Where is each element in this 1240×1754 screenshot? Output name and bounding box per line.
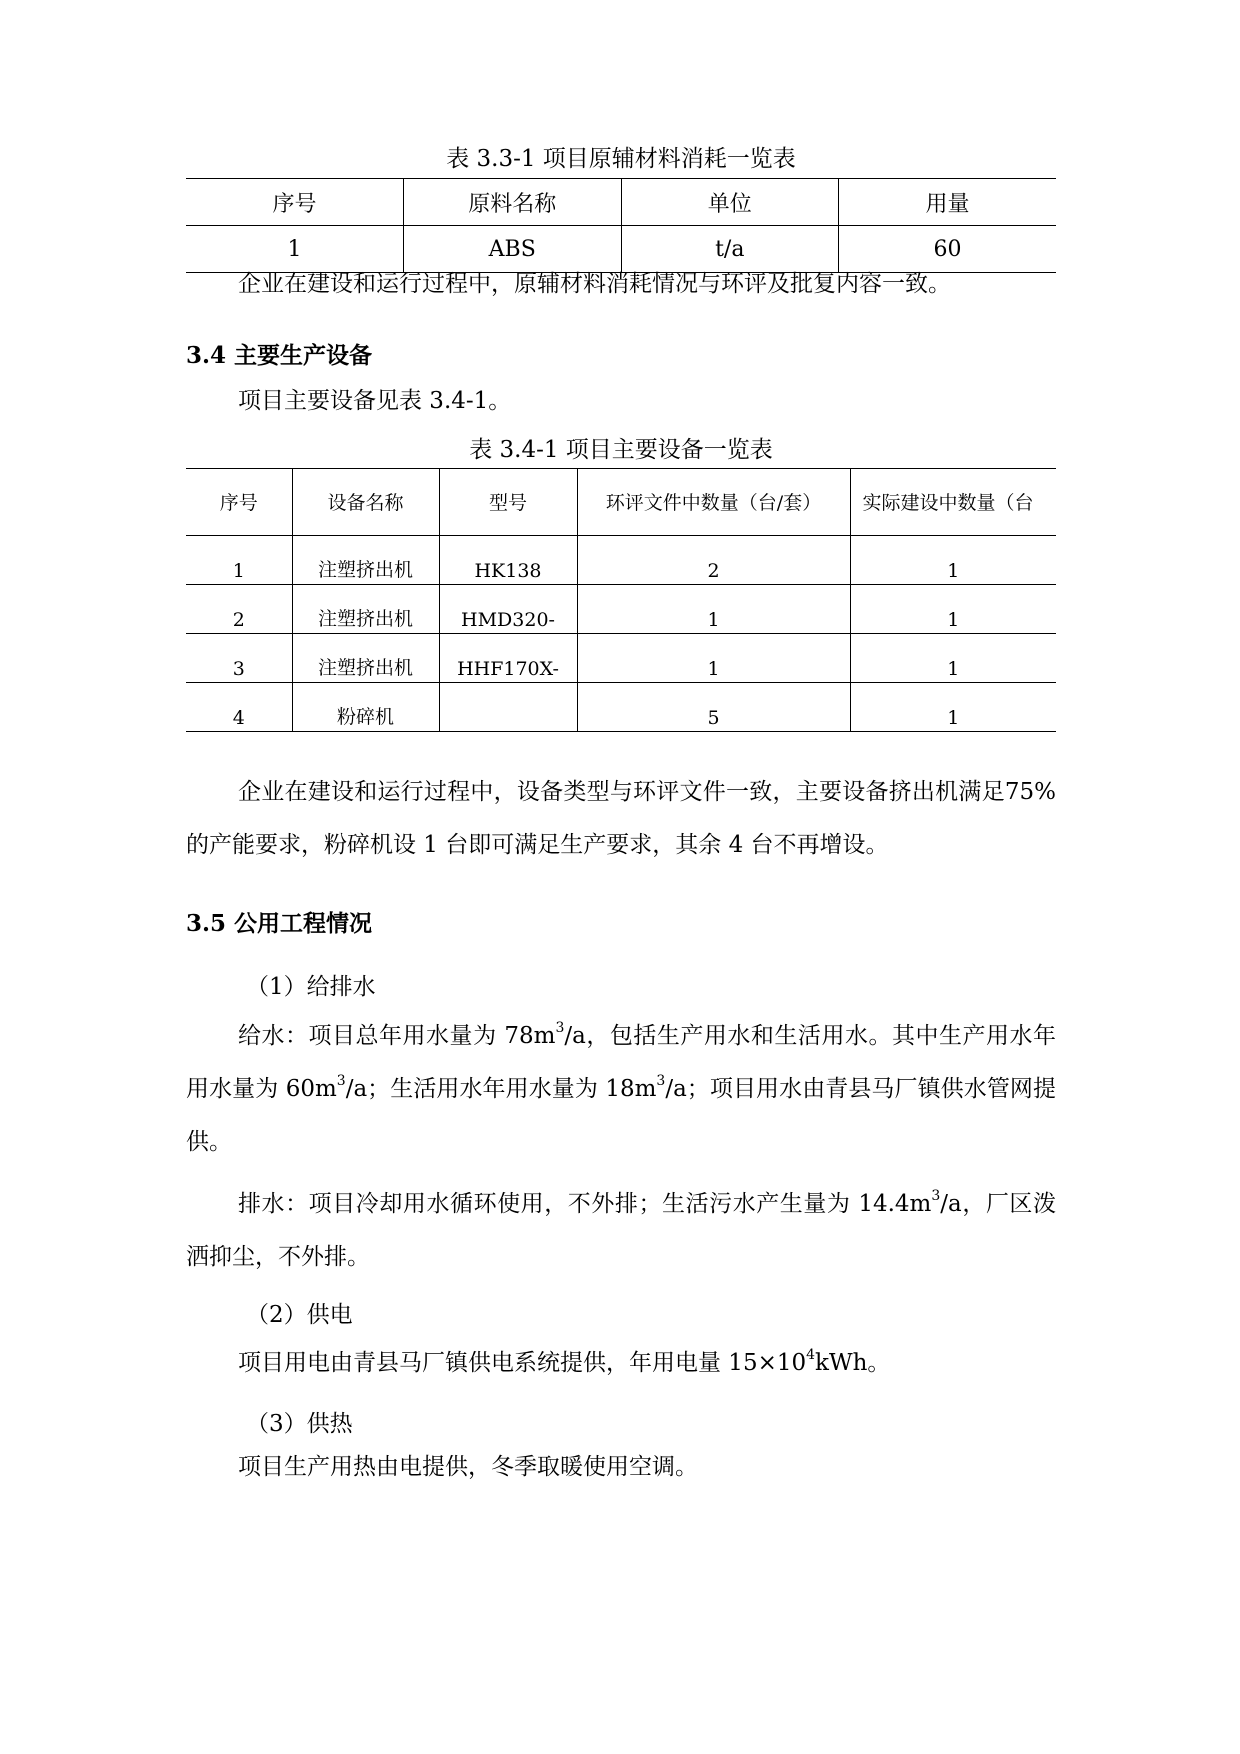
table-cell: HMD320- xyxy=(439,585,577,634)
paragraph-materials-note: 企业在建设和运行过程中，原辅材料消耗情况与环评及批复内容一致。 xyxy=(238,271,951,297)
table-cell: 粉碎机 xyxy=(292,683,439,732)
header-cell: 序号 xyxy=(186,469,292,536)
table-cell: 1 xyxy=(850,634,1056,683)
exponent: 3 xyxy=(931,1188,941,1205)
section-heading-3-4: 3.4 主要生产设备 xyxy=(186,342,373,369)
table-cell: ABS xyxy=(404,226,622,273)
table-cell: HK138 xyxy=(439,536,577,585)
table-cell: 1 xyxy=(850,536,1056,585)
paragraph-water-supply xyxy=(186,1010,1056,1169)
table-cell: 1 xyxy=(850,585,1056,634)
header-cell: 实际建设中数量（台 xyxy=(850,469,1056,536)
water-supply-text: 给水：项目总年用水量为 78m xyxy=(238,1023,556,1049)
exponent: 3 xyxy=(336,1073,346,1090)
table-row xyxy=(186,585,1056,634)
subsection-water: （1）给排水 xyxy=(246,974,376,1000)
paragraph-drainage xyxy=(186,1178,1056,1284)
paragraph-heat: 项目生产用热由电提供，冬季取暖使用空调。 xyxy=(238,1454,698,1480)
water-supply-text: /a；生活用水年用水量为 18m xyxy=(345,1076,657,1102)
paragraph-equipment-note: 企业在建设和运行过程中，设备类型与环评文件一致，主要设备挤出机满足75%的产能要求，粉碎机设 1 台即可满足生产要求，其余 4 台不再增设。 xyxy=(186,779,1056,858)
table-cell: 4 xyxy=(186,683,292,732)
table-caption-3-4-1: 表 3.4-1 项目主要设备一览表 xyxy=(469,437,773,463)
subsection-heat: （3）供热 xyxy=(246,1411,353,1437)
table-cell: t/a xyxy=(621,226,839,273)
power-text: kWh。 xyxy=(815,1350,891,1376)
header-cell: 型号 xyxy=(439,469,577,536)
header-cell: 单位 xyxy=(621,179,839,226)
table-cell: 1 xyxy=(850,683,1056,732)
table-cell: 1 xyxy=(186,226,404,273)
table-row xyxy=(186,683,1056,732)
header-cell: 用量 xyxy=(839,179,1057,226)
table-header-row xyxy=(186,469,1056,536)
header-cell: 设备名称 xyxy=(292,469,439,536)
table-cell xyxy=(439,683,577,732)
table-cell: 1 xyxy=(186,536,292,585)
section-heading-3-5: 3.5 公用工程情况 xyxy=(186,910,373,937)
table-cell: 1 xyxy=(577,634,850,683)
table-row xyxy=(186,634,1056,683)
table-cell: HHF170X- xyxy=(439,634,577,683)
table-caption-3-3-1: 表 3.3-1 项目原辅材料消耗一览表 xyxy=(446,146,796,172)
power-text: 项目用电由青县马厂镇供电系统提供，年用电量 15×10 xyxy=(238,1350,807,1376)
table-cell: 1 xyxy=(577,585,850,634)
paragraph-power xyxy=(186,1337,1056,1390)
water-supply-text: /a，包括生产用水和生活用水。其中生产用水年用水量为 60m xyxy=(186,1023,1057,1102)
water-supply-text: /a；项目用水由青县马厂镇供水管网提供。 xyxy=(186,1076,1056,1155)
table-cell: 注塑挤出机 xyxy=(292,585,439,634)
table-cell: 2 xyxy=(186,585,292,634)
header-cell: 原料名称 xyxy=(404,179,622,226)
paragraph-equipment-intro: 项目主要设备见表 3.4-1。 xyxy=(238,388,512,414)
header-cell: 环评文件中数量（台/套） xyxy=(577,469,850,536)
table-cell: 注塑挤出机 xyxy=(292,536,439,585)
table-cell: 3 xyxy=(186,634,292,683)
table-row xyxy=(186,536,1056,585)
drainage-text: 排水：项目冷却用水循环使用，不外排；生活污水产生量为 14.4m xyxy=(238,1191,932,1217)
equipment-table xyxy=(186,468,1056,732)
exponent: 3 xyxy=(656,1073,666,1090)
table-cell: 60 xyxy=(839,226,1057,273)
subsection-power: （2）供电 xyxy=(246,1302,353,1328)
drainage-text: /a，厂区泼洒抑尘，不外排。 xyxy=(186,1191,1056,1270)
table-cell: 5 xyxy=(577,683,850,732)
table-cell: 注塑挤出机 xyxy=(292,634,439,683)
table-header-row xyxy=(186,179,1056,226)
table-cell: 2 xyxy=(577,536,850,585)
exponent: 4 xyxy=(806,1347,816,1364)
header-cell: 序号 xyxy=(186,179,404,226)
exponent: 3 xyxy=(555,1020,565,1037)
